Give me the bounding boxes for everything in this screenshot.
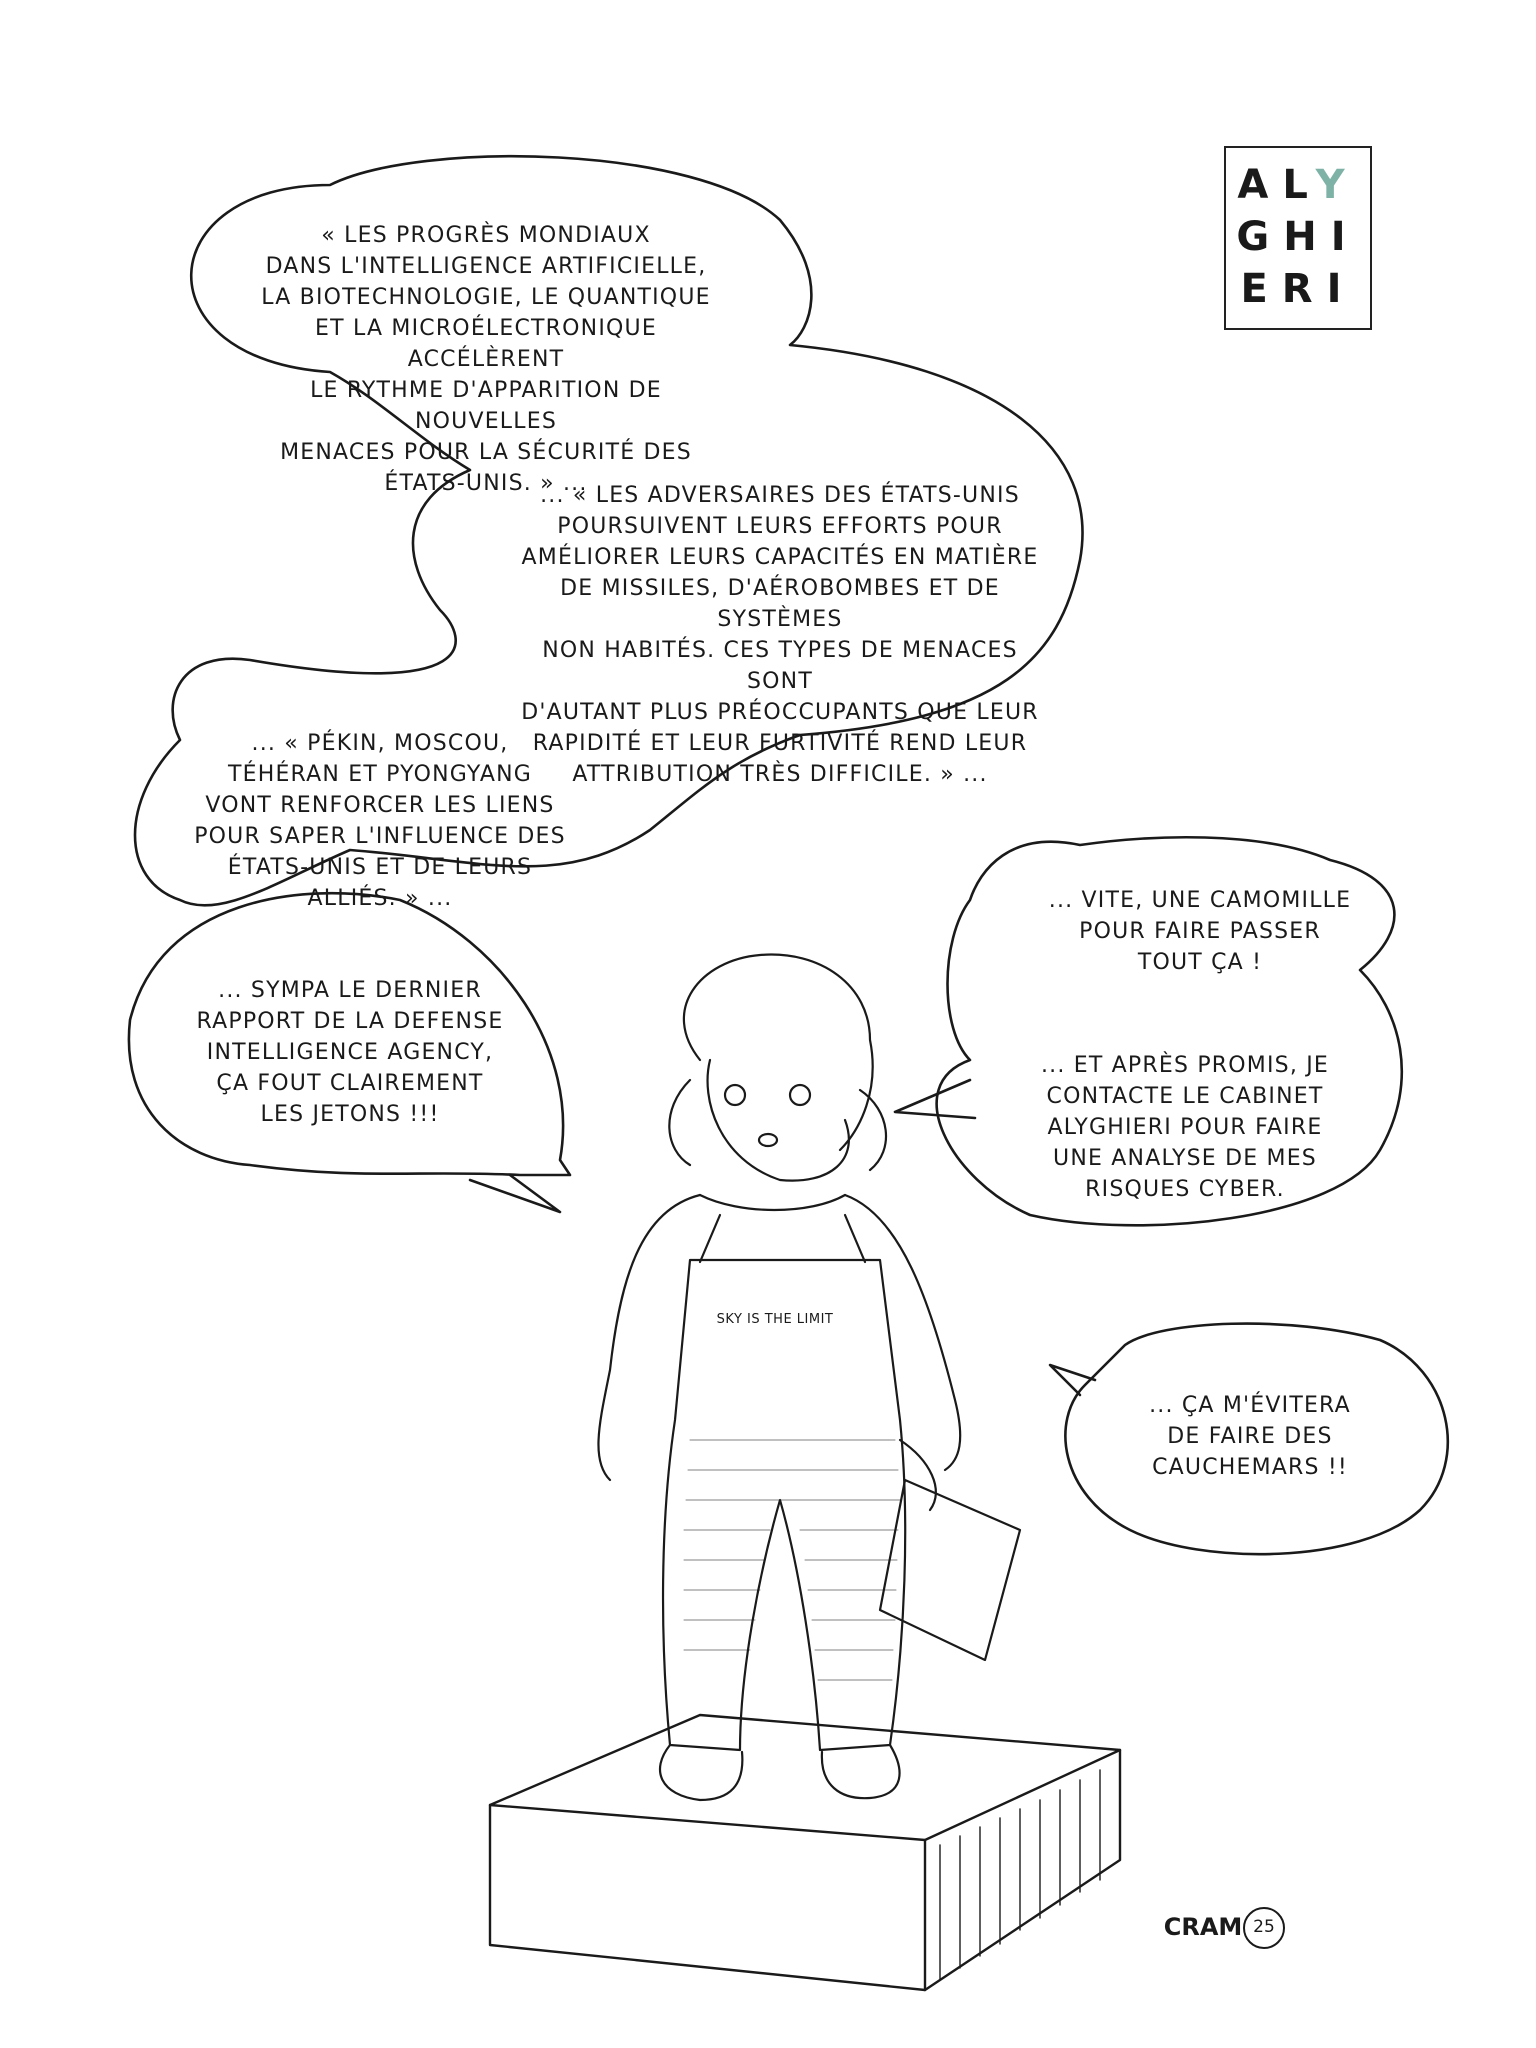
speech-text-4: ... SYMPA LE DERNIER RAPPORT DE LA DEFENSE INTELLIGENCE AGENCY, ÇA FOUT CLAIREMENT LES JETONS !!! (196, 978, 504, 1127)
pedestal (490, 1715, 1120, 1990)
speech-text-7: ... ÇA M'ÉVITERA DE FAIRE DES CAUCHEMARS !! (1149, 1393, 1351, 1480)
signature-year: 25 (1253, 1917, 1275, 1937)
logo-accent-letter: Y (1315, 162, 1359, 208)
speech-text-3: ... « PÉKIN, MOSCOU, TÉHÉRAN ET PYONGYANG VONT RENFORCER LES LIENS POUR SAPER L'INFLUENCE DES ÉTATS-UNIS ET DE LEURS ALLIÉS. » ... (194, 731, 566, 911)
child-figure (598, 955, 1020, 1800)
overall-print-text: SKY IS THE LIMIT (716, 1312, 834, 1327)
logo-row-2: GHI (1236, 214, 1360, 260)
logo-row-3: ERI (1240, 266, 1356, 312)
speech-text-2: ... « LES ADVERSAIRES DES ÉTATS-UNIS POURSUIVENT LEURS EFFORTS POUR AMÉLIORER LEURS CAPACITÉS EN MATIÈRE DE MISSILES, D'AÉROBOMBES ET DE SYSTÈMES NON HABITÉS. CES TYPES DE MENACES SONT D'AUTANT PLUS PRÉOCCUPANTS QUE LEUR RAPIDITÉ ET LEUR FURTIVITÉ REND LEUR ATTRIBUTION TRÈS DIFFICILE. » ... (521, 483, 1039, 787)
speech-text-1: « LES PROGRÈS MONDIAUX DANS L'INTELLIGENCE ARTIFICIELLE, LA BIOTECHNOLOGIE, LE QUANTIQUE ET LA MICROÉLECTRONIQUE ACCÉLÈRENT LE RYTHME D'APPARITION DE NOUVELLES MENACES POUR LA SÉCURITÉ DES ÉTATS-UNIS. » ... (261, 223, 711, 496)
logo-row-1: AL (1237, 162, 1316, 208)
alyghieri-logo (1224, 146, 1372, 330)
speech-text-5: ... VITE, UNE CAMOMILLE POUR FAIRE PASSER TOUT ÇA ! (1048, 888, 1352, 975)
artist-signature: CRAM (1163, 1913, 1243, 1941)
speech-text-6: ... ET APRÈS PROMIS, JE CONTACTE LE CABINET ALYGHIERI POUR FAIRE UNE ANALYSE DE MES RISQUES CYBER. (1040, 1053, 1330, 1202)
